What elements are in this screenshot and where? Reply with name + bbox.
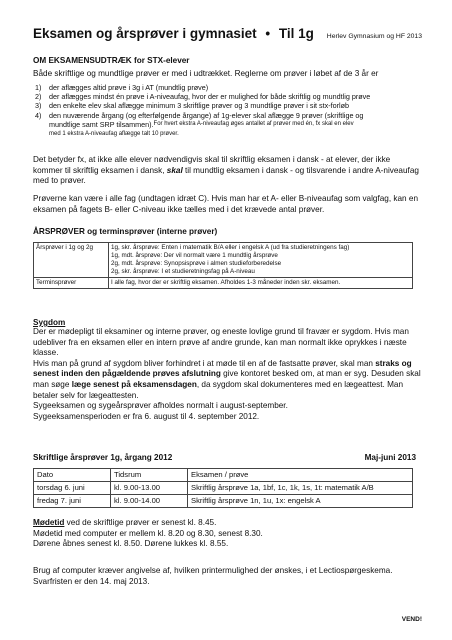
paragraph: Både skriftlige og mundtlige prøver er med i udtrækket. Reglerne om prøver i løbet af de 3 år er — [33, 69, 379, 78]
table-row — [34, 243, 413, 278]
rule-item: 1) der aflægges altid prøve i 3g i AT (mundtlig prøve) — [35, 82, 209, 92]
table-line: 1g, mdt. årsprøve: Der vil normalt være 1 mundtlig årsprøve — [111, 251, 278, 259]
table-row — [34, 277, 413, 288]
paragraph: Mødetid med computer er mellem kl. 8.20 og 8.30, senest 8.30. — [33, 528, 263, 538]
rule-item: 4) den nuværende årgang (og efterfølgende årgange) af 1g-elever skal aflægge 9 prøver (skriftlige og — [35, 110, 364, 120]
table-line: 1g, skr. årsprøve: Enten i matematik B/A eller i engelsk A (ud fra studieretningens fag) — [111, 244, 350, 251]
moedetid-section — [33, 518, 422, 550]
row-content — [109, 243, 413, 278]
schedule-header — [33, 453, 422, 462]
header — [33, 26, 422, 41]
turn-page-note: VEND! — [401, 616, 422, 623]
paragraph: Der er mødepligt til eksaminer og interne prøver, og eneste lovlige grund til fravær er sygdom. Hvis man udebliver fra en eksamen eller en intern prøve af andre grunde, kan man normalt ikke oprykkes i næste klasse. — [33, 327, 409, 358]
section-heading: Skriftlige årsprøver 1g, årgang 2012 — [33, 453, 173, 462]
table-cell: kl. 9.00-14.00 — [111, 495, 188, 508]
paragraph: Sygeeksamen og sygeårsprøver afholdes normalt i august-september. — [33, 401, 288, 411]
table-line: 2g, mdt. årsprøve: Synopsisprøve i almen studieforberedelse — [111, 259, 282, 267]
table-cell: fredag 7. juni — [34, 495, 111, 508]
paragraph: Prøverne kan være i alle fag (undtagen idræt C). Hvis man har et A- eller B-niveaufag som valgfag, kan en eksamen på fagets B- eller C-niveau ikke tælles med i det krævede antal prøver. — [33, 194, 418, 214]
table-cell: torsdag 6. juni — [34, 482, 111, 495]
bullet: • — [265, 26, 271, 41]
school-name: Herlev Gymnasium og HF 2013 — [326, 33, 422, 40]
paragraph: Dørene åbnes senest kl. 8.50. Dørene lukkes kl. 8.55. — [33, 539, 229, 549]
column-header: Dato — [34, 469, 111, 482]
section-heading: OM EKSAMENSUDTRÆK for STX-elever — [33, 56, 190, 65]
table-cell: kl. 9.00-13.00 — [111, 482, 188, 495]
column-header: Eksamen / prøve — [188, 469, 413, 482]
schedule-table — [33, 468, 413, 508]
computer-paragraph: Brug af computer kræver angivelse af, hvilken printermulighed der ønskes, i et Lectiospørgeskema. Svarfristen er den 14. maj 2013. — [33, 566, 393, 586]
table-cell: Skriftlig årsprøve 1n, 1u, 1x: engelsk A — [188, 495, 413, 508]
table-row — [34, 495, 413, 508]
section-heading: ÅRSPRØVER og terminsprøver (interne prøver) — [33, 227, 218, 236]
emphasis: skal — [166, 165, 183, 175]
table-row — [34, 482, 413, 495]
page-title: Eksamen og årsprøver i gymnasiet • Til 1g — [33, 26, 314, 41]
excerpt-section — [33, 56, 422, 139]
rule-item: med 1 ekstra A-niveaufag aflægge talt 10 prøver. — [49, 130, 179, 137]
schedule-period: Maj-juni 2013 — [364, 453, 416, 462]
rules-list — [33, 83, 422, 139]
sygdom-section — [33, 318, 422, 422]
aarsproever-section — [33, 227, 422, 289]
paragraph: Hvis man på grund af sygdom bliver forhindret i at møde til en af de fastsatte prøver, skal man straks og senest inden den pågældende prøves afslutning give kontoret besked om, at man er syg. Desuden skal man søge læge senest på eksamensdagen, da sygdom skal dokumenteres med en lægeattest. Man betaler selv for lægeattesten. — [33, 358, 421, 400]
table-line: I alle fag, hvor der er skriftlig eksamen. Afholdes 1-3 måneder inden skr. eksamen. — [111, 278, 341, 286]
table-line: 2g, skr. årsprøve: I et studieretningsfag på A-niveau — [111, 267, 255, 275]
row-label: Årsprøver i 1g og 2g — [34, 243, 109, 278]
rule-item: 2) der aflægges mindst én prøve i A-niveaufag, hvor der er mulighed for både skriftlig og mundtlig prøve — [35, 92, 371, 101]
table-cell: Skriftlig årsprøve 1a, 1bf, 1c, 1k, 1s, 1t: matematik A/B — [188, 482, 413, 495]
schedule-section — [33, 453, 422, 508]
section-heading: Sygdom — [33, 318, 66, 327]
column-header: Tidsrum — [111, 469, 188, 482]
paragraph: Mødetid ved de skriftlige prøver er senest kl. 8.45. — [33, 518, 217, 527]
table-header-row — [34, 469, 413, 482]
row-content — [109, 277, 413, 288]
rule-item: mundtlige samt SRP tilsammen). For hvert ekstra A-niveaufag øges antallet af prøver med én, fx skal en elev — [49, 120, 354, 130]
paragraph: Sygeeksamensperioden er fra 6. august til 4. september 2012. — [33, 411, 260, 421]
rule-item: 3) den enkelte elev skal aflægge minimum 3 skriftlige prøver og 3 mundtlige prøver i sit stx-forløb — [35, 101, 349, 111]
row-label: Terminsprøver — [34, 277, 109, 288]
paragraph: Det betyder fx, at ikke alle elever nødvendigvis skal til skriftlig eksamen i dansk - at elever, der ikke kommer til skriftlig eksamen i dansk, skal til mundtlig eksamen i dansk - og tilsvarende i andre A-niveaufag med to prøver. — [33, 155, 419, 186]
aarsproever-table — [33, 242, 413, 289]
